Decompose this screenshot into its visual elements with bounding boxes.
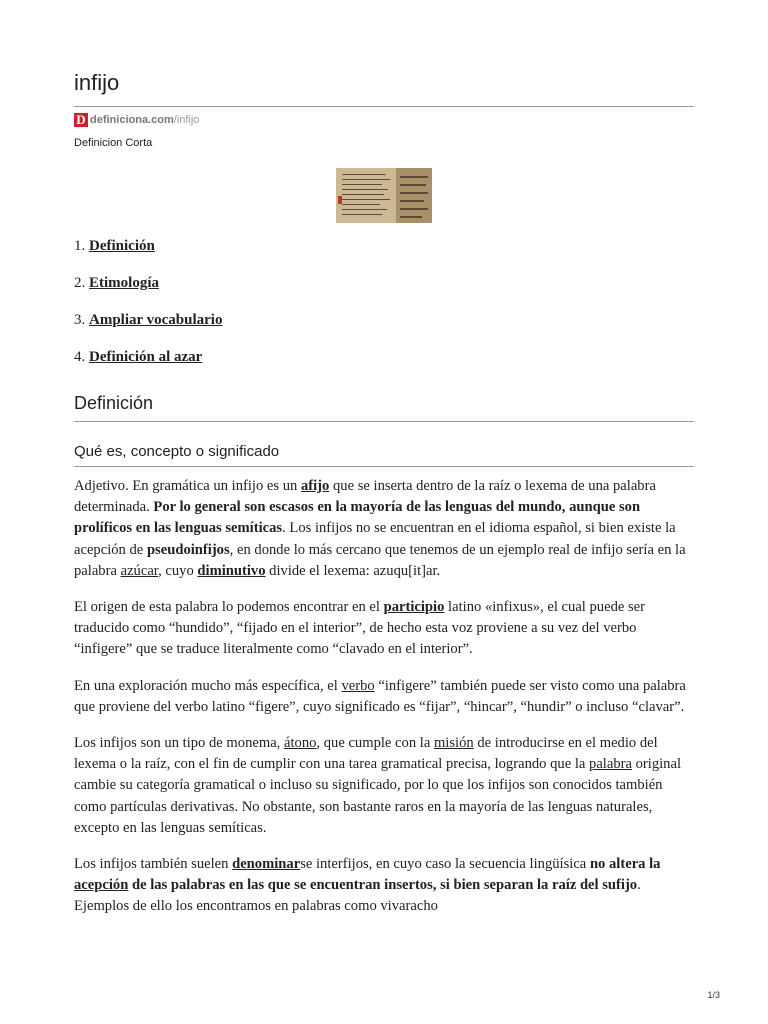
section-divider	[74, 421, 694, 422]
text: original cambie su categoría gramatical o incluso su significado, por lo que los infijos son conocidos también como partículas derivativas. No obstante, son bastante raros en la mayoría de las lenguas naturales, excepto en las lenguas semíticas.	[74, 756, 682, 836]
text: . Ejemplos de ello los encontramos en palabras como vivaracho	[74, 877, 641, 915]
bold-text: pseudoinfijos	[146, 541, 230, 558]
toc-link-definicion[interactable]: Definición	[89, 238, 155, 254]
toc-link-definicion-al-azar[interactable]: Definición al azar	[89, 349, 203, 365]
text: , cuyo	[158, 562, 198, 579]
text: En una exploración mucho más específica, el	[74, 677, 342, 694]
title-divider	[74, 106, 694, 107]
toc-number: 4.	[74, 349, 86, 365]
text: Los infijos son un tipo de monema,	[74, 735, 284, 752]
source-path: /infijo	[173, 114, 200, 126]
toc-item	[74, 238, 222, 275]
text: de introducirse en el medio del lexema o la raíz, con el fin de cumplir con una tarea gramatical precisa, logrando que la	[74, 735, 658, 773]
table-of-contents	[74, 238, 222, 386]
link-atono[interactable]: átono	[283, 735, 317, 752]
link-mision[interactable]: misión	[433, 735, 474, 752]
toc-item	[74, 312, 222, 349]
paragraph-1	[74, 476, 694, 582]
link-afijo[interactable]: afijo	[300, 478, 330, 494]
text: , que cumple con la	[316, 735, 434, 752]
toc-link-ampliar-vocabulario[interactable]: Ampliar vocabulario	[89, 312, 223, 328]
toc-number: 1.	[74, 238, 86, 254]
link-palabra[interactable]: palabra	[589, 756, 632, 773]
text: latino «infixus», el cual puede ser traducido como “hundido”, “fijado en el interior”, de hecho esta voz proviene a su vez del verbo “infigere” que se traduce literalmente como “clavado en el interior”.	[74, 599, 646, 658]
toc-item	[74, 275, 222, 312]
section-subheading: Qué es, concepto o significado	[74, 443, 280, 460]
link-acepcion[interactable]: acepción	[74, 877, 129, 894]
toc-number: 3.	[74, 312, 86, 328]
definiciona-logo-icon: D	[74, 113, 88, 127]
text: Adjetivo. En gramática un infijo es un	[74, 478, 301, 494]
page-number: 1/3	[707, 990, 720, 1000]
text: “infigere” también puede ser visto como una palabra que proviene del verbo latino “figere”, cuyo significado es “fijar”, “hincar”, “hundir” o incluso “clavar”.	[74, 677, 686, 715]
toc-number: 2.	[74, 275, 86, 291]
toc-link-etimologia[interactable]: Etimología	[89, 275, 159, 291]
page-title: infijo	[74, 70, 120, 95]
text: se interfijos, en cuyo caso la secuencia lingüísica	[300, 856, 590, 873]
source-line	[74, 111, 199, 129]
article-body	[74, 476, 694, 933]
text: divide el lexema: azuqu[it]ar.	[265, 562, 441, 579]
text: Los infijos también suelen	[74, 856, 233, 873]
link-azucar[interactable]: azúcar	[120, 562, 159, 579]
toc-item	[74, 349, 222, 386]
subsection-divider	[74, 466, 694, 467]
manuscript-thumbnail-image	[336, 168, 432, 223]
link-verbo[interactable]: verbo	[341, 677, 375, 694]
text: El origen de esta palabra lo podemos encontrar en el	[74, 599, 384, 616]
link-participio[interactable]: participio	[383, 599, 445, 616]
link-diminutivo[interactable]: diminutivo	[197, 562, 266, 579]
text: . Los infijos no se encuentran en el idioma español, si bien existe la acepción de	[74, 520, 676, 558]
bold-text: no altera la	[589, 856, 661, 873]
paragraph-4	[74, 733, 694, 839]
source-domain-link[interactable]: definiciona.com	[90, 114, 174, 126]
text: , en donde lo más cercano que tenemos de un ejemplo real de infijo sería en la palabra	[74, 541, 686, 579]
section-heading: Definición	[74, 393, 154, 413]
paragraph-5	[74, 854, 694, 918]
text: que se inserta dentro de la raíz o lexema de una palabra determinada.	[74, 478, 656, 516]
page-subtitle: Definicion Corta	[74, 137, 153, 149]
paragraph-2	[74, 597, 694, 661]
link-denominar[interactable]: denominar	[232, 856, 301, 873]
paragraph-3	[74, 676, 694, 718]
bold-text: de las palabras en las que se encuentran insertos, si bien separan la raíz del sufijo	[128, 877, 638, 894]
bold-text: Por lo general son escasos en la mayoría de las lenguas del mundo, aunque son prolíficos en las lenguas semíticas	[74, 499, 641, 537]
